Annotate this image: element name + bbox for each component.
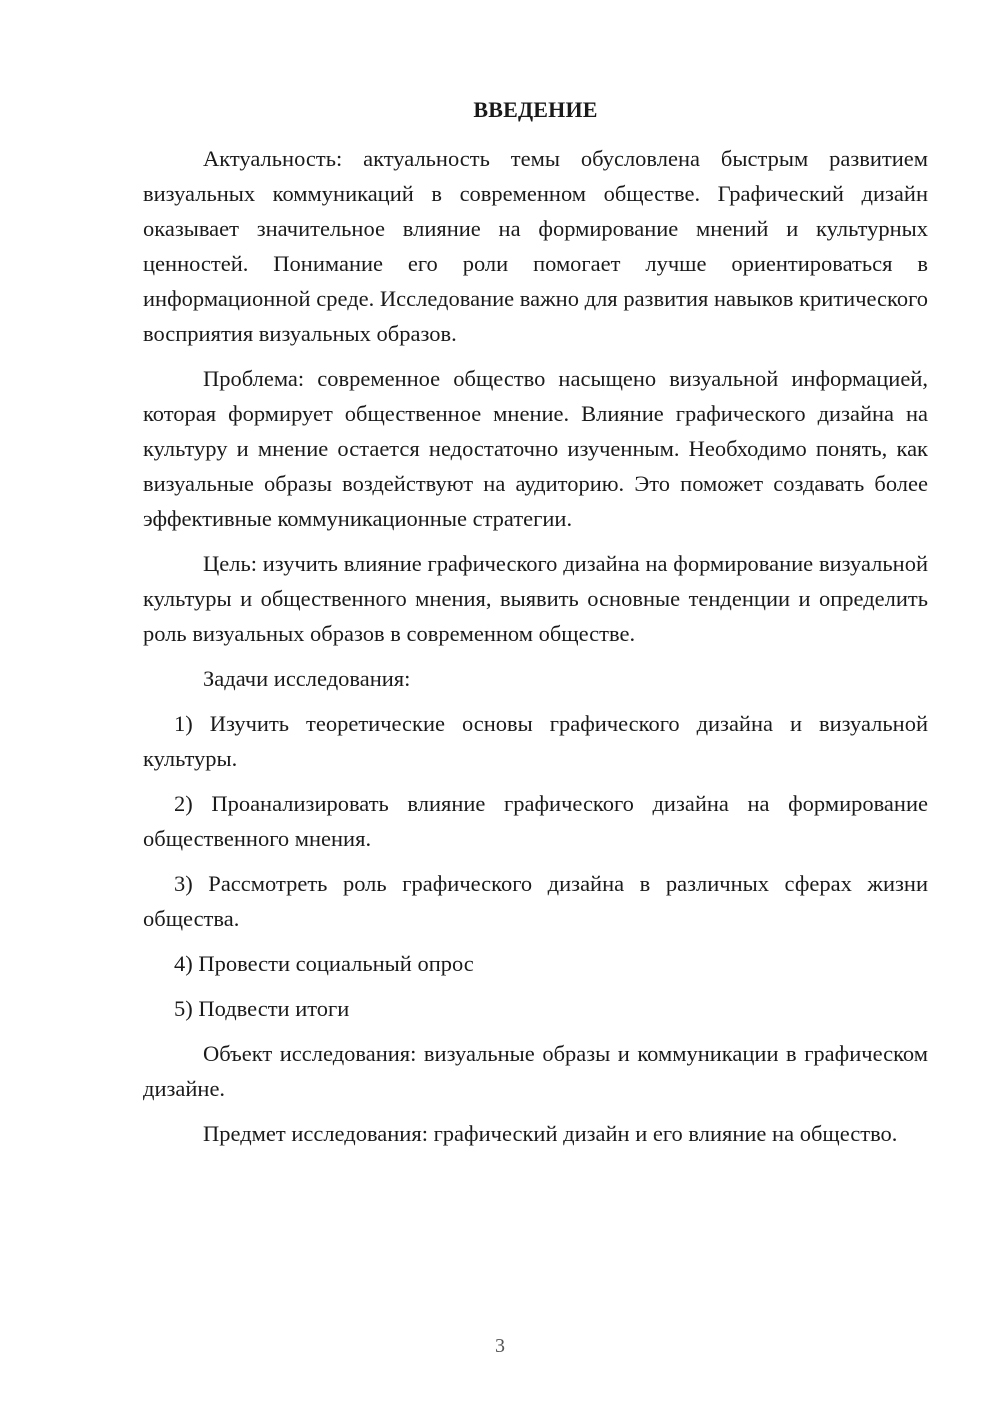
paragraph-problem: Проблема: современное общество насыщено визуальной информацией, которая формирует общественное мнение. Влияние графического дизайна на культуру и мнение остается недостаточно изученным. Необходимо понять, как визуальные образы воздействуют на аудиторию. Это поможет создавать более эффективные коммуникационные стратегии. xyxy=(143,366,928,531)
task-item: 3) Рассмотреть роль графического дизайна в различных сферах жизни общества. xyxy=(143,871,928,931)
paragraph-relevance: Актуальность: актуальность темы обусловлена быстрым развитием визуальных коммуникаций в современном обществе. Графический дизайн оказывает значительное влияние на формирование мнений и культурных ценностей. Понимание его роли помогает лучше ориентироваться в информационной среде. Исследование важно для развития навыков критического восприятия визуальных образов. xyxy=(143,146,928,346)
section-heading: ВВЕДЕНИЕ xyxy=(473,97,598,122)
tasks-heading: Задачи исследования: xyxy=(203,666,411,691)
paragraph-subject: Предмет исследования: графический дизайн и его влияние на общество. xyxy=(203,1121,898,1146)
task-item: 1) Изучить теоретические основы графического дизайна и визуальной культуры. xyxy=(143,711,928,771)
paragraph-object: Объект исследования: визуальные образы и коммуникации в графическом дизайне. xyxy=(143,1041,928,1101)
task-item: 2) Проанализировать влияние графического дизайна на формирование общественного мнения. xyxy=(143,791,928,851)
page-number: 3 xyxy=(495,1335,505,1357)
task-item: 4) Провести социальный опрос xyxy=(174,951,474,976)
paragraph-goal: Цель: изучить влияние графического дизайна на формирование визуальной культуры и общественного мнения, выявить основные тенденции и определить роль визуальных образов в современном обществе. xyxy=(143,551,928,646)
document-body xyxy=(143,94,928,1161)
task-item: 5) Подвести итоги xyxy=(174,996,350,1021)
